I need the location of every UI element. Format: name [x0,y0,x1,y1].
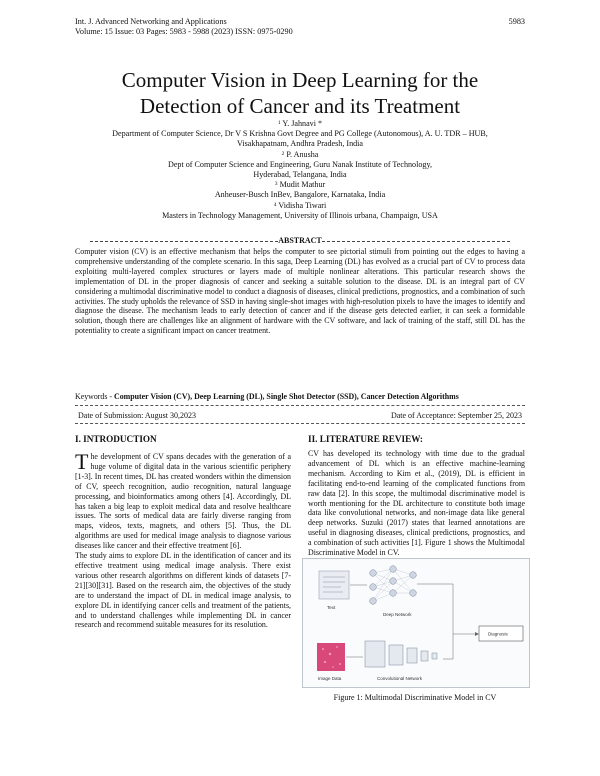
running-header [75,17,293,37]
label-image-data: Image Data [318,676,342,681]
abstract-heading-rule [75,236,525,245]
journal-volume: Volume: 15 Issue: 03 Pages: 5983 - 5988 (2023) ISSN: 0975-0290 [75,27,293,36]
abstract-heading: ABSTRACT [278,236,322,245]
literature-review-text: CV has developed its technology with time due to the gradual advancement of DL which is an effective machine-learning mechanism. According to Kim et al., (2019), DL is efficient in facilitating end-to-end learning of the complicated functions from raw data [2]. In this scope, the multimodal discriminative model is worth mentioning for the DL architecture to constitute both image data like convolutional networks, and non-image data like general deep networks. Suzuki (2017) states that learned annotations are useful in diagnosing diseases, clinical predictions, prognostics, and a combination of such activities [1]. Figure 1 shows the Multimodal Discriminative Model in CV. [308,449,525,558]
figure-multimodal-model [302,558,530,688]
introduction-para-2: The study aims to explore DL in the identification of cancer and its effective treatment using medical image analysis. There exist various other research algorithms on different kinds of datasets [7-21][30][31]. Based on the research aim, the objectives of the study are to understand the impact of DL in medical image analysis, to explore DL in identifying cancer cells and treatment of the patients, and to understand challenges while implementing DL in cancer research and recommend suitable measures for its resolution. [75,551,291,630]
affiliation-2a: Dept of Computer Science and Engineering, Guru Nanak Institute of Technology, [168,159,432,169]
title-line-2: Detection of Cancer and its Treatment [139,94,461,118]
section-heading-introduction: I. INTRODUCTION [75,434,157,444]
drop-cap: T [75,449,89,474]
figure-caption: Figure 1: Multimodal Discriminative Model in CV [333,693,497,702]
affiliation-4: Masters in Technology Management, University of Illinois urbana, Champaign, USA [162,210,438,220]
abstract-text: Computer vision (CV) is an effective mechanism that helps the computer to see pictorial stimuli from pointing out the edges to having a comprehensive understanding of the complete scenario. In this saga, Deep Learning (DL) has evolved as a crucial part of CV to process data exploiting multi-layered complex structures or layers made of multiple nonlinear alterations. This particular research shows the implementation of DL in the proper diagnosis of cancer and seeking a suitable solution to the disease. DL is an integral part of CV considering a multimodal discriminative model to conduct a diagnosis of diseases, clinical predictions, prognostics, and a combination of such activities. The study upholds the relevance of SSD in having single-shot images with high-resolution pixels to have the images to identify and diagnose the disease. The mechanism leads to early detection of cancer and if the disease gets detected earlier, it can seek a formidable solution, though there are challenges like an alignment of hardware with the CV software, and lack of training of the staff, still DL has the potentiality to create a significant impact on cancer treatment. [75,247,525,336]
introduction-text: The development of CV spans decades with the generation of a huge volume of digital data in the various scientific periphery [1-3]. In recent times, DL has created wonders within the dimension of CV, speech recognition, audio recognition, natural language processing, and bioinformatics among others [4]. Accordingly, DL has taken a big leap to exploit medical data and resolve healthcare issues. The sorts of medical data are fairly diverse ranging from maps, videos, texts, magnets, and others [5]. Thus, the DL algorithms are used for medical image analysis to diagnose various diseases like cancer and their effective treatment [6]. The study aims to explore DL in the identification of cancer and its effective treatment using medical image analysis. There exist various other research algorithms on different kinds of datasets [7-21][30][31]. Based on the research aim, the objectives of the study are to understand the impact of DL in medical image analysis, to explore DL in identifying cancer cells and treatment of the patients, and to understand challenges while implementing DL in cancer research and recommend suitable measures for its resolution. [75,449,291,630]
page-number: 5983 [508,17,525,26]
affiliation-1b: Visakhapatnam, Andhra Pradesh, India [236,139,364,149]
author-2: $^2$ P. Anusha [281,149,319,159]
affiliation-3: Anheuser-Busch InBev, Bangalore, Karnataka, India [214,190,386,200]
divider [75,423,525,424]
date-acceptance: Date of Acceptance: September 25, 2023 [390,411,522,420]
title-line-1: Computer Vision in Deep Learning for the [121,68,479,92]
label-text: Text [327,605,336,610]
author-1: $^1$ Y. Jahnavi * [277,119,323,128]
section-heading-literature-review: II. LITERATURE REVIEW: [308,434,423,444]
author-3: $^3$ Mudit Mathur [274,180,326,190]
keywords: Keywords - Computer Vision (CV), Deep Learning (DL), Single Shot Detector (SSD), Cancer Detection Algorithms [75,392,459,401]
paper-title [70,67,530,119]
affiliation-2b: Hyderabad, Telangana, India [253,170,347,180]
label-deep-network: Deep Network [383,612,412,617]
author-4: $^4$ Vidisha Tiwari [273,200,327,210]
affiliation-1a: Department of Computer Science, Dr V S Krishna Govt Degree and PG College (Autonomous), A. U. TDR – HUB, [112,129,488,139]
label-conv-network: Convolutional Network [377,676,423,681]
keywords-list: Computer Vision (CV), Deep Learning (DL), Single Shot Detector (SSD), Cancer Detection Algorithms [114,392,459,401]
dates-row [78,411,522,420]
divider [75,405,525,406]
label-diagnosis: Diagnosis [488,631,508,637]
journal-name: Int. J. Advanced Networking and Applications [75,17,227,26]
date-submission: Date of Submission: August 30,2023 [78,411,197,420]
figure-diagram [303,559,529,687]
author-block [70,119,530,221]
